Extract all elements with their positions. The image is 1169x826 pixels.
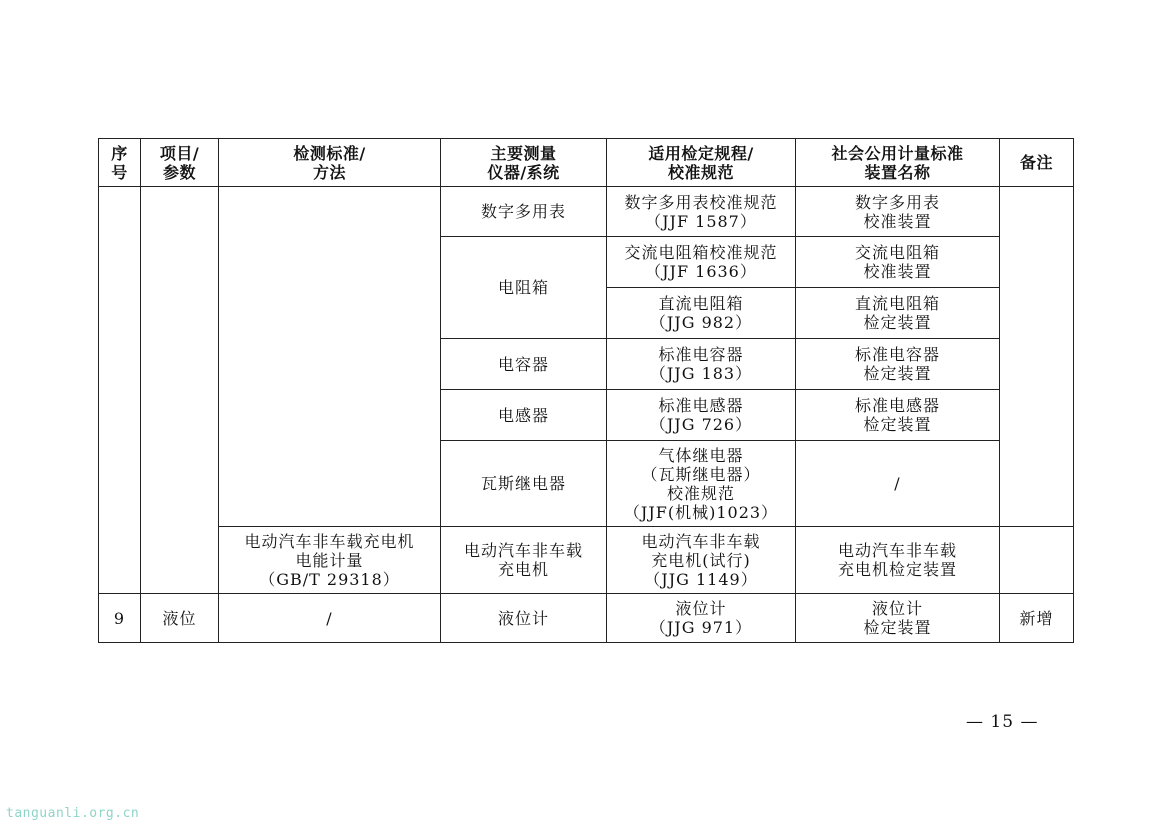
header-seq: 序 号 <box>99 139 141 187</box>
device-cell: 液位计 检定装置 <box>796 594 1000 643</box>
regulation-cell: 直流电阻箱 （JJG 982） <box>607 288 796 339</box>
regulation-cell: 数字多用表校准规范 （JJF 1587） <box>607 187 796 237</box>
watermark: tanguanli.org.cn <box>6 806 140 821</box>
instrument-cell: 电容器 <box>441 339 607 390</box>
header-instrument: 主要测量 仪器/系统 <box>441 139 607 187</box>
instrument-cell: 电阻箱 <box>441 237 607 339</box>
remark-cell-continued <box>1000 187 1074 527</box>
instrument-cell: 瓦斯继电器 <box>441 441 607 527</box>
header-regulation: 适用检定规程/ 校准规范 <box>607 139 796 187</box>
device-cell: 交流电阻箱 校准装置 <box>796 237 1000 288</box>
device-cell: 直流电阻箱 检定装置 <box>796 288 1000 339</box>
table-row <box>99 187 1074 237</box>
regulation-cell: 气体继电器 （瓦斯继电器） 校准规范 （JJF(机械)1023） <box>607 441 796 527</box>
seq-cell-continued <box>99 187 141 594</box>
header-row <box>99 139 1074 187</box>
device-cell: 标准电感器 检定装置 <box>796 390 1000 441</box>
page-number: — 15 — <box>966 712 1039 732</box>
header-device: 社会公用计量标准 装置名称 <box>796 139 1000 187</box>
standards-table <box>98 138 1074 643</box>
device-cell: 标准电容器 检定装置 <box>796 339 1000 390</box>
header-remark: 备注 <box>1000 139 1074 187</box>
item-cell-continued <box>141 187 219 594</box>
instrument-cell: 数字多用表 <box>441 187 607 237</box>
regulation-cell: 电动汽车非车载 充电机(试行) （JJG 1149） <box>607 527 796 594</box>
standard-cell: / <box>219 594 441 643</box>
regulation-cell: 液位计 （JJG 971） <box>607 594 796 643</box>
remark-cell: 新增 <box>1000 594 1074 643</box>
instrument-cell: 液位计 <box>441 594 607 643</box>
standard-cell-continued <box>219 187 441 527</box>
standard-cell: 电动汽车非车载充电机 电能计量 （GB/T 29318） <box>219 527 441 594</box>
regulation-cell: 交流电阻箱校准规范 （JJF 1636） <box>607 237 796 288</box>
instrument-cell: 电感器 <box>441 390 607 441</box>
remark-cell <box>1000 527 1074 594</box>
item-cell: 液位 <box>141 594 219 643</box>
header-standard: 检测标准/ 方法 <box>219 139 441 187</box>
device-cell: 数字多用表 校准装置 <box>796 187 1000 237</box>
header-item: 项目/ 参数 <box>141 139 219 187</box>
table-row <box>99 594 1074 643</box>
table-row <box>99 527 1074 594</box>
regulation-cell: 标准电容器 （JJG 183） <box>607 339 796 390</box>
device-cell: / <box>796 441 1000 527</box>
device-cell: 电动汽车非车载 充电机检定装置 <box>796 527 1000 594</box>
regulation-cell: 标准电感器 （JJG 726） <box>607 390 796 441</box>
instrument-cell: 电动汽车非车载 充电机 <box>441 527 607 594</box>
seq-cell: 9 <box>99 594 141 643</box>
